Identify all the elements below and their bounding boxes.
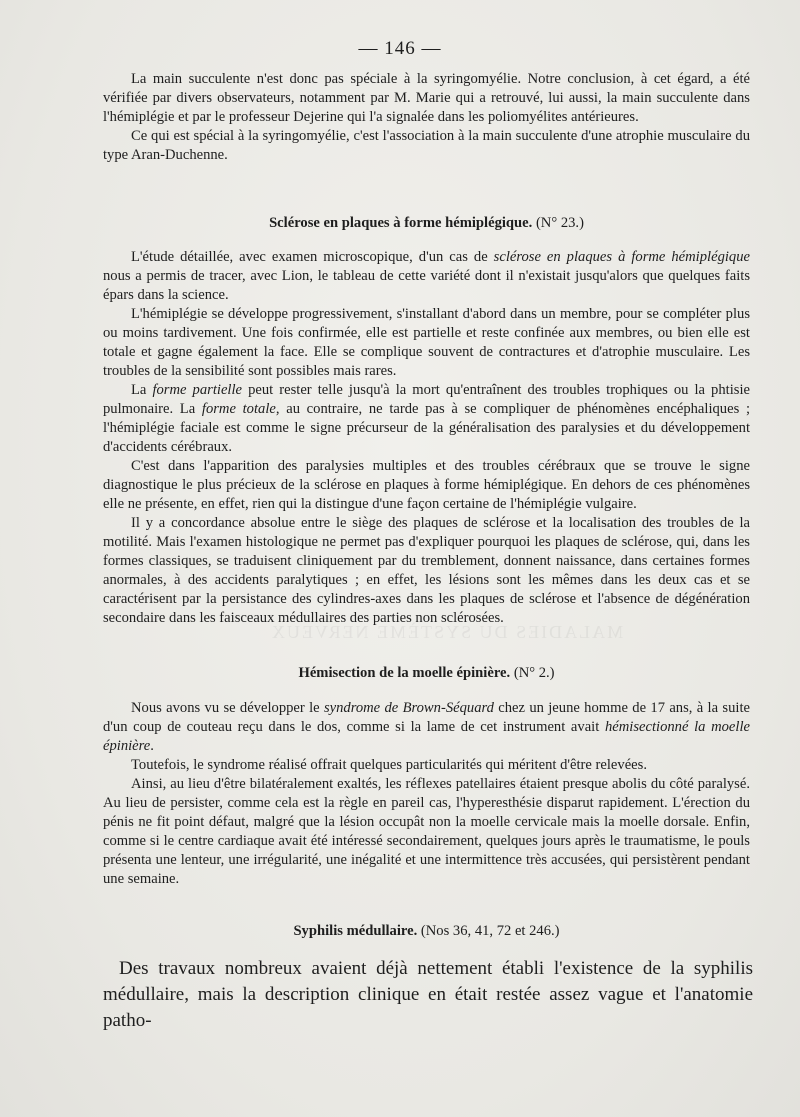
section-heading-syphilis bbox=[103, 922, 750, 941]
section-reference: (N° 23.) bbox=[535, 215, 584, 231]
show-through-text: MALADIES DU SYSTÈME NERVEUX bbox=[270, 622, 624, 642]
paragraph: Ce qui est spécial à la syringomyélie, c'est l'association à la main succulente d'une atrophie musculaire du type Aran-Duchenne. bbox=[103, 128, 750, 163]
section-reference: (Nos 36, 41, 72 et 246.) bbox=[420, 923, 560, 939]
paragraph: Ainsi, au lieu d'être bilatéralement exaltés, les réflexes patellaires étaient presque abolis du côté paralysé. Au lieu de persister, comme cela est la règle en pareil cas, l'hyperesthésie disparut rapidement. L'érection du pénis ne fit point défaut, malgré que la lésion occupât non la moelle cervicale mais la moelle dorsale. Enfin, comme si le centre cardiaque avait été intéressé secondairement, quelques jours après le traumatisme, le pouls présenta une lenteur, une irrégularité, une inégalité et une intermittence très accusées, qui persistèrent pendant une semaine. bbox=[103, 776, 750, 887]
section-title: Hémisection de la moelle épinière. bbox=[298, 665, 511, 681]
section-reference: (N° 2.) bbox=[513, 665, 555, 681]
paragraph: Des travaux nombreux avaient déjà nettement établi l'existence de la syphilis médullaire, mais la description clinique en était restée assez vague et l'anatomie patho- bbox=[103, 958, 753, 1031]
paragraph: Nous avons vu se développer le syndrome de Brown-Séquard chez un jeune homme de 17 ans, à la suite d'un coup de couteau reçu dans le dos, comme si la lame de cet instrument avait hémisectionné la moelle épinière. bbox=[103, 700, 750, 754]
page-number: — 146 — bbox=[358, 38, 442, 59]
section-title: Syphilis médullaire. bbox=[293, 923, 418, 939]
section-body-sclerose bbox=[103, 248, 750, 628]
section-body-hemisection bbox=[103, 699, 750, 889]
paragraph: La forme partielle peut rester telle jusqu'à la mort qu'entraînent des troubles trophiques ou la phtisie pulmonaire. La forme totale, au contraire, ne tarde pas à se compliquer de phénomènes encéphaliques ; l'hémiplégie faciale est comme le signe précurseur de la généralisation des paralysies et du développement d'accidents cérébraux. bbox=[103, 382, 750, 455]
section-heading-hemisection bbox=[103, 664, 750, 683]
paragraph: La main succulente n'est donc pas spéciale à la syringomyélie. Notre conclusion, à cet égard, a été vérifiée par divers observateurs, notamment par M. Marie qui a retrouvé, lui aussi, la main succulente dans l'hémiplégie et par le professeur Dejerine qui l'a signalée dans les poliomyélites antérieures. bbox=[103, 71, 750, 125]
paragraph: Toutefois, le syndrome réalisé offrait quelques particularités qui méritent d'être relevées. bbox=[131, 757, 647, 773]
section-heading-sclerose bbox=[103, 214, 750, 233]
paragraph: L'étude détaillée, avec examen microscopique, d'un cas de sclérose en plaques à forme hémiplégique nous a permis de tracer, avec Lion, le tableau de cette variété dont il n'existait jusqu'alors que quelques faits épars dans la science. bbox=[103, 249, 750, 303]
section-body-syphilis bbox=[103, 956, 753, 1034]
section-intro bbox=[103, 70, 750, 165]
paragraph: C'est dans l'apparition des paralysies multiples et des troubles cérébraux que se trouve le signe diagnostique le plus précieux de la sclérose en plaques à forme hémiplégique. En dehors de ces phénomènes elle ne présente, en effet, rien qui la distingue d'une façon certaine de l'hémiplégie vulgaire. bbox=[103, 458, 750, 512]
section-title: Sclérose en plaques à forme hémiplégique. bbox=[269, 215, 533, 231]
paragraph: Il y a concordance absolue entre le siège des plaques de sclérose et la localisation des troubles de la motilité. Mais l'examen histologique ne permet pas d'expliquer pourquoi les plaques de sclérose, qui, dans les formes classiques, se traduisent cliniquement par du tremblement, donnent naissance, dans certaines formes anormales, à des accidents paralytiques ; en effet, les lésions sont les mêmes dans les deux cas et se caractérisent par la persistance des cylindres-axes dans les plaques de sclérose et l'absence de dégénération secondaire dans les faisceaux médullaires des parties non sclérosées. bbox=[103, 515, 750, 626]
paragraph: L'hémiplégie se développe progressivement, s'installant d'abord dans un membre, pour se compléter plus ou moins tardivement. Une fois confirmée, elle est partielle et reste confinée aux membres, ou bien elle est totale et gagne également la face. Elle se complique souvent de contractures et d'atrophie musculaire. Les troubles de la sensibilité sont possibles mais rares. bbox=[103, 306, 750, 379]
